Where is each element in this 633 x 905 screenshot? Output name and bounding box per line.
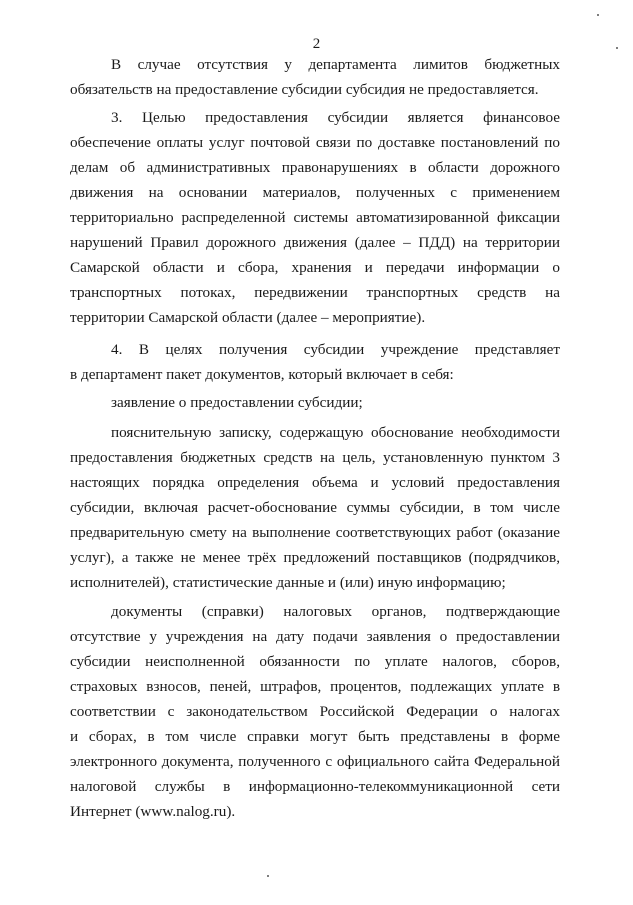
text-line: Самарской области и сбора, хранения и передачи информации о xyxy=(70,259,560,276)
text-line: настоящих порядка определения объема и условий предоставления xyxy=(70,474,560,491)
text-line: территориально распределенной системы автоматизированной фиксации xyxy=(70,209,560,226)
scan-speck xyxy=(267,875,269,877)
text-line: исполнителей), статистические данные и (или) иную информацию; xyxy=(70,574,506,591)
text-line: 4. В целях получения субсидии учреждение представляет xyxy=(111,341,560,358)
text-line: делам об административных правонарушениях в области дорожного xyxy=(70,159,560,176)
text-line: субсидии неисполненной обязанности по уплате налогов, сборов, xyxy=(70,653,560,670)
text-line: В случае отсутствия у департамента лимитов бюджетных xyxy=(111,56,560,73)
text-line: услуг), а также не менее трёх предложений поставщиков (подрядчиков, xyxy=(70,549,560,566)
page-number: 2 xyxy=(312,36,321,52)
text-line: соответствии с законодательством Российской Федерации о налогах xyxy=(70,703,560,720)
scan-speck xyxy=(597,14,599,16)
text-line: территории Самарской области (далее – мероприятие). xyxy=(70,309,426,326)
text-line: движения на основании материалов, полученных с применением xyxy=(70,184,560,201)
text-line: обязательств на предоставление субсидии субсидия не предоставляется. xyxy=(70,81,539,98)
text-line: пояснительную записку, содержащую обоснование необходимости xyxy=(111,424,560,441)
text-line: страховых взносов, пеней, штрафов, процентов, подлежащих уплате в xyxy=(70,678,560,695)
text-line: транспортных потоках, передвижении транспортных средств на xyxy=(70,284,560,301)
text-line: электронного документа, полученного с официального сайта Федеральной xyxy=(70,753,560,770)
text-line: в департамент пакет документов, который включает в себя: xyxy=(70,366,454,383)
text-line: заявление о предоставлении субсидии; xyxy=(111,394,363,411)
text-line: 3. Целью предоставления субсидии является финансовое xyxy=(111,109,560,126)
scan-speck xyxy=(616,47,618,49)
text-line: предварительную смету на выполнение соответствующих работ (оказание xyxy=(70,524,560,541)
text-line: нарушений Правил дорожного движения (далее – ПДД) на территории xyxy=(70,234,560,251)
text-line: и сборах, в том числе справки могут быть представлены в форме xyxy=(70,728,560,745)
text-line: предоставления бюджетных средств на цель, установленную пунктом 3 xyxy=(70,449,560,466)
text-line: документы (справки) налоговых органов, подтверждающие xyxy=(111,603,560,620)
text-line: Интернет (www.nalog.ru). xyxy=(70,803,236,820)
text-line: налоговой службы в информационно-телекоммуникационной сети xyxy=(70,778,560,795)
text-line: субсидии, включая расчет-обоснование суммы субсидии, в том числе xyxy=(70,499,560,516)
text-line: отсутствие у учреждения на дату подачи заявления о предоставлении xyxy=(70,628,560,645)
text-line: обеспечение оплаты услуг почтовой связи по доставке постановлений по xyxy=(70,134,560,151)
